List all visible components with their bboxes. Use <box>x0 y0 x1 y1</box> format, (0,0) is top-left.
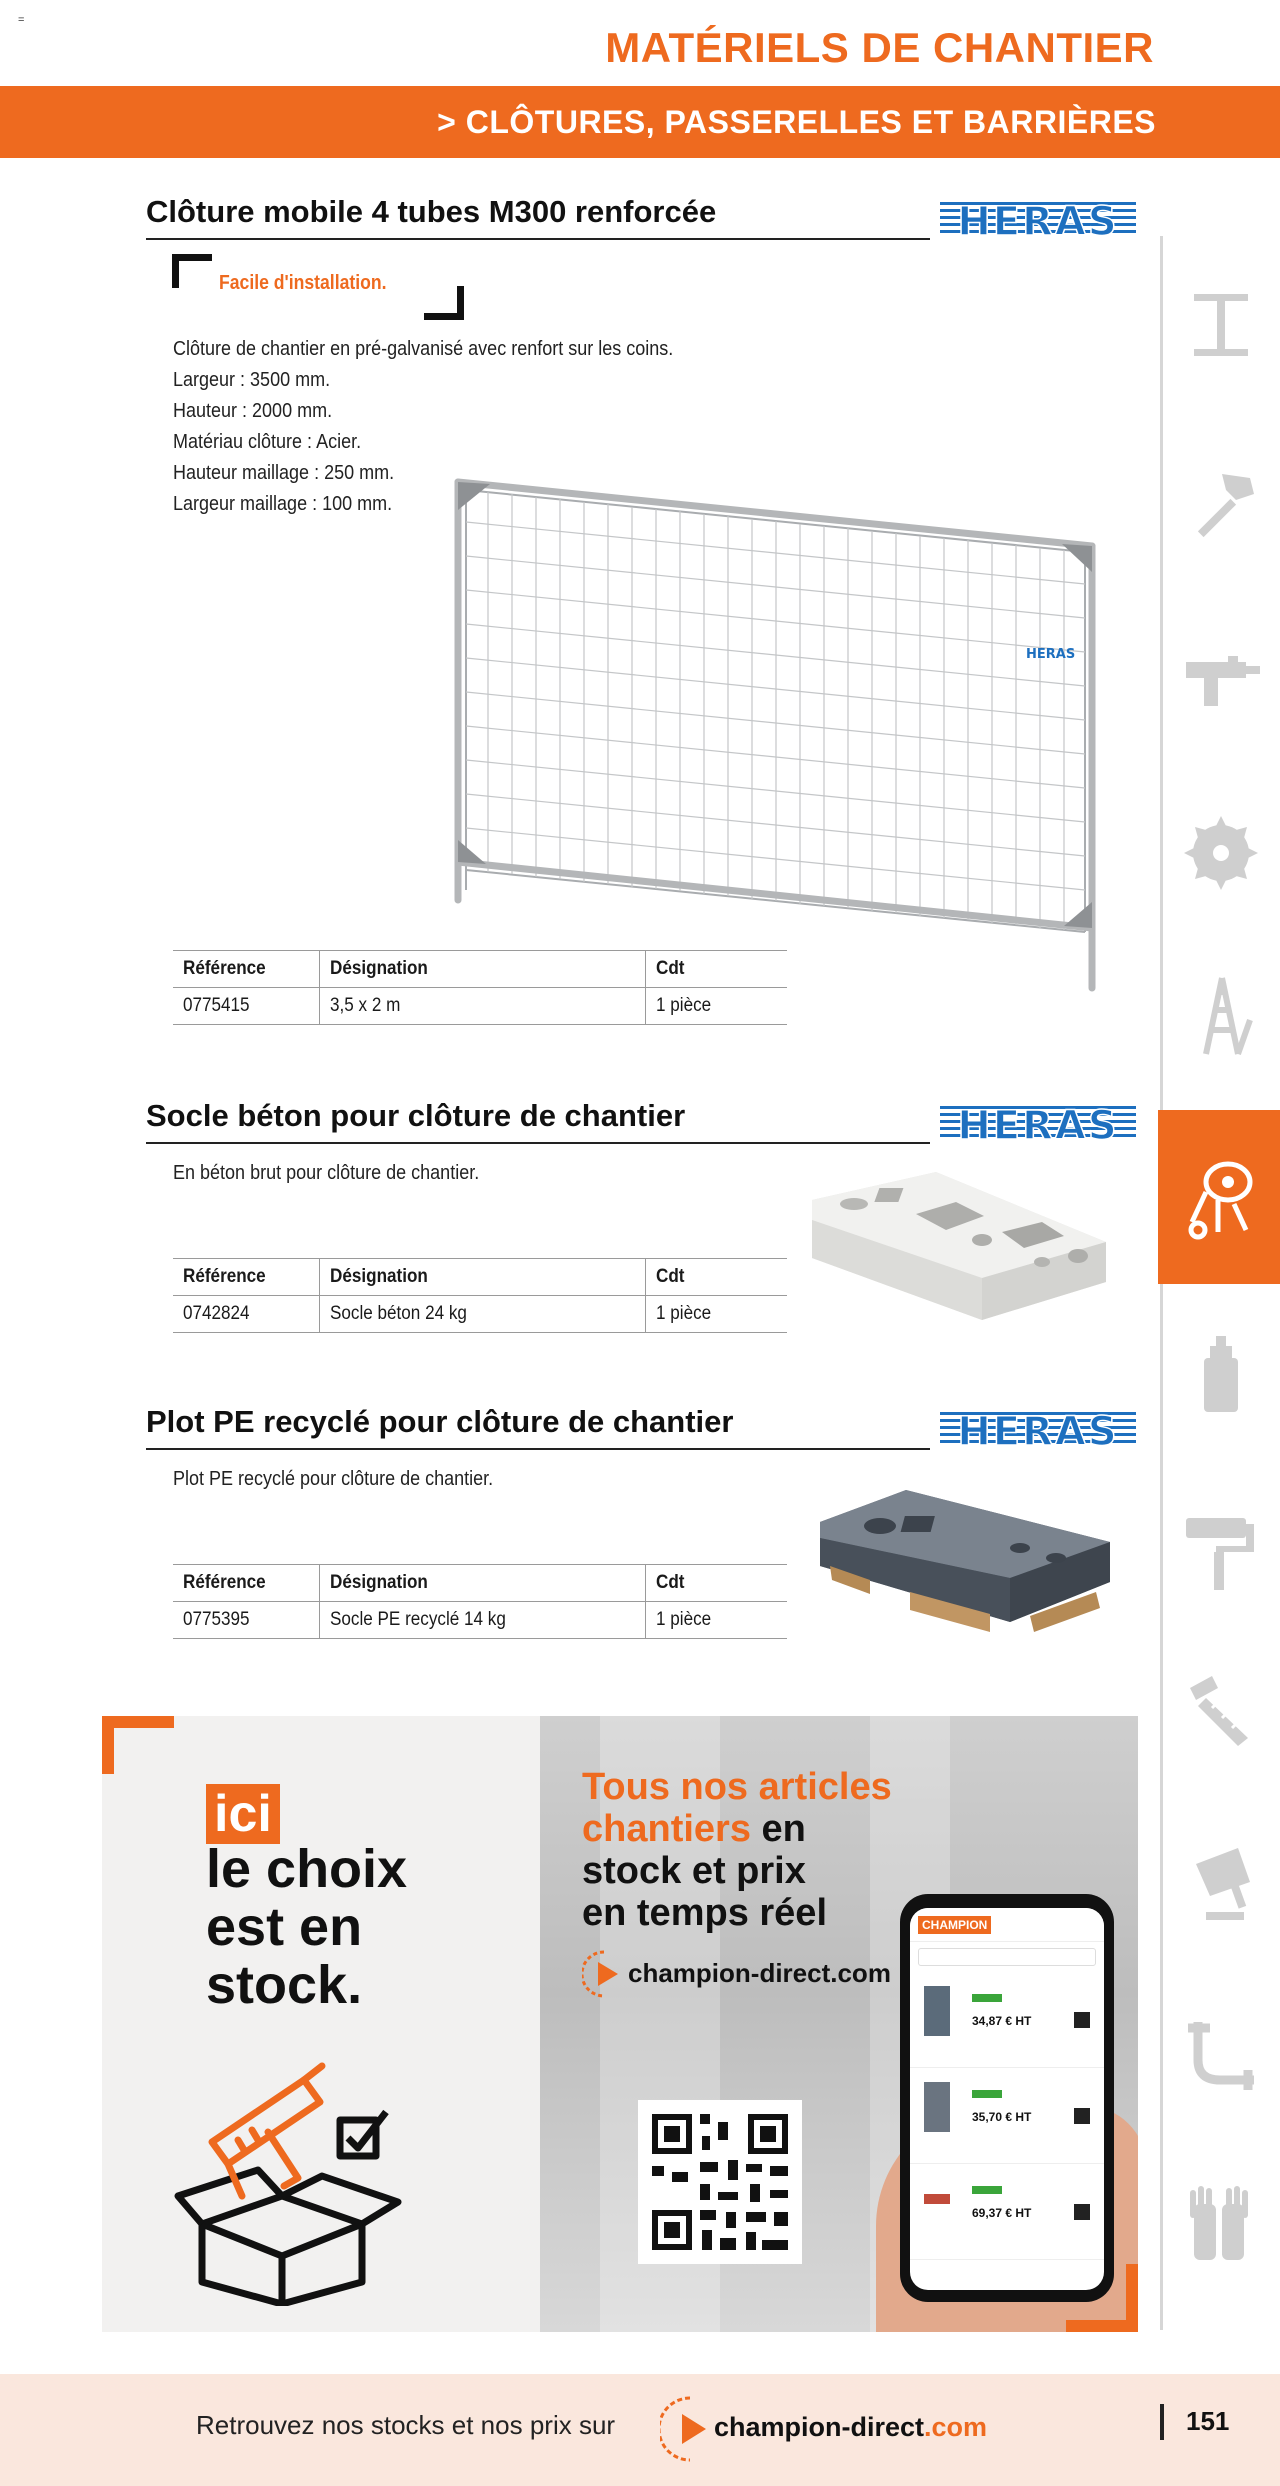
promo-banner[interactable]: ici le choix est en stock. Tous nos articles chantiers en stock et prix en temps réel champion-direct.com CHAMPION 34,87 € HT 35,70 € HT 69,37 € HT <box>102 1716 1138 2332</box>
title-rule <box>146 238 930 240</box>
footer-text: Retrouvez nos stocks et nos prix sur <box>196 2410 616 2440</box>
product-spec-table <box>173 950 787 1025</box>
spray-can-icon[interactable] <box>1176 1328 1266 1418</box>
table-row: 0775395 Socle PE recyclé 14 kg 1 pièce <box>173 1602 787 1639</box>
product-cloture-mobile <box>146 194 1136 1034</box>
play-arrow-icon <box>582 1948 628 2000</box>
title-rule <box>146 1142 930 1144</box>
recycled-block-image <box>810 1482 1120 1652</box>
product-plot-pe <box>146 1404 1136 1664</box>
product-title: Plot PE recyclé pour clôture de chantier <box>146 1404 734 1439</box>
corner-bracket <box>102 1716 174 1774</box>
gloves-icon[interactable] <box>1176 2180 1266 2270</box>
footer-separator <box>1160 2404 1164 2440</box>
table-header-row: Référence Désignation Cdt <box>173 1565 787 1602</box>
concrete-block-image <box>806 1170 1116 1334</box>
corner-bracket <box>1066 2264 1138 2332</box>
table-header-row: Référence Désignation Cdt <box>173 1259 787 1296</box>
app-search-bar <box>918 1948 1096 1966</box>
pipe-icon[interactable] <box>1176 2008 1266 2098</box>
product-description: Clôture de chantier en pré-galvanisé avec renfort sur les coins. Largeur : 3500 mm. Hauteur : 2000 mm. Matériau clôture : Acier. Hauteur maillage : 250 mm. Largeur maillage : 100 mm. <box>173 338 674 515</box>
drill-icon[interactable] <box>1176 632 1266 722</box>
smartphone-mockup <box>900 1894 1114 2302</box>
callout-easy-install <box>172 254 464 320</box>
table-row: 0742824 Socle béton 24 kg 1 pièce <box>173 1296 787 1333</box>
hammer-icon[interactable] <box>1176 456 1266 546</box>
beam-icon[interactable] <box>1176 280 1266 370</box>
product-description: Plot PE recyclé pour clôture de chantier. <box>173 1468 494 1490</box>
svg-text:HERAS: HERAS <box>957 199 1119 240</box>
table-header-row: Référence Désignation Cdt <box>173 951 787 988</box>
screw-icon[interactable] <box>1176 1668 1266 1758</box>
promo-slogan: le choix est en stock. <box>206 1839 408 2015</box>
title-rule <box>146 1448 930 1450</box>
product-spec-table <box>173 1564 787 1639</box>
saw-blade-icon[interactable] <box>1176 808 1266 898</box>
section-band <box>0 86 1280 158</box>
heras-logo <box>940 1408 1136 1450</box>
callout-text: Facile d'installation. <box>219 272 387 294</box>
list-item: 35,70 € HT <box>910 2068 1104 2164</box>
product-title: Clôture mobile 4 tubes M300 renforcée <box>146 194 717 229</box>
qr-code[interactable] <box>638 2100 802 2264</box>
page-marker: = <box>18 14 25 26</box>
cement-mixer-icon[interactable] <box>1176 1152 1266 1242</box>
heras-logo <box>940 1102 1136 1144</box>
app-logo: CHAMPION <box>918 1916 991 1934</box>
stock-box-icon <box>172 2046 432 2306</box>
paint-roller-icon[interactable] <box>1176 1504 1266 1594</box>
product-spec-table <box>173 1258 787 1333</box>
list-item: 69,37 € HT <box>910 2164 1104 2260</box>
lamp-icon[interactable] <box>1176 1838 1266 1928</box>
svg-text:HERAS: HERAS <box>957 1103 1119 1144</box>
product-title: Socle béton pour clôture de chantier <box>146 1098 686 1133</box>
heras-logo <box>940 198 1136 240</box>
ladder-icon[interactable] <box>1176 970 1266 1060</box>
promo-headline: Tous nos articles chantiers en stock et prix en temps réel <box>582 1766 892 1934</box>
page-category-title: MATÉRIELS DE CHANTIER <box>605 24 1154 71</box>
promo-badge: ici <box>206 1784 280 1844</box>
svg-text:HERAS: HERAS <box>1026 647 1076 662</box>
svg-text:HERAS: HERAS <box>957 1409 1119 1450</box>
page-number: 151 <box>1186 2406 1230 2436</box>
product-socle-beton <box>146 1098 1136 1348</box>
table-row: 0775415 3,5 x 2 m 1 pièce <box>173 988 787 1025</box>
page-footer: Retrouvez nos stocks et nos prix sur champion-direct.com 151 <box>0 2374 1280 2486</box>
fence-panel-image <box>450 470 1104 1000</box>
play-arrow-icon <box>660 2394 716 2464</box>
list-item: 34,87 € HT <box>910 1972 1104 2068</box>
section-subtitle: > CLÔTURES, PASSERELLES ET BARRIÈRES <box>437 104 1156 140</box>
product-description: En béton brut pour clôture de chantier. <box>173 1162 480 1184</box>
